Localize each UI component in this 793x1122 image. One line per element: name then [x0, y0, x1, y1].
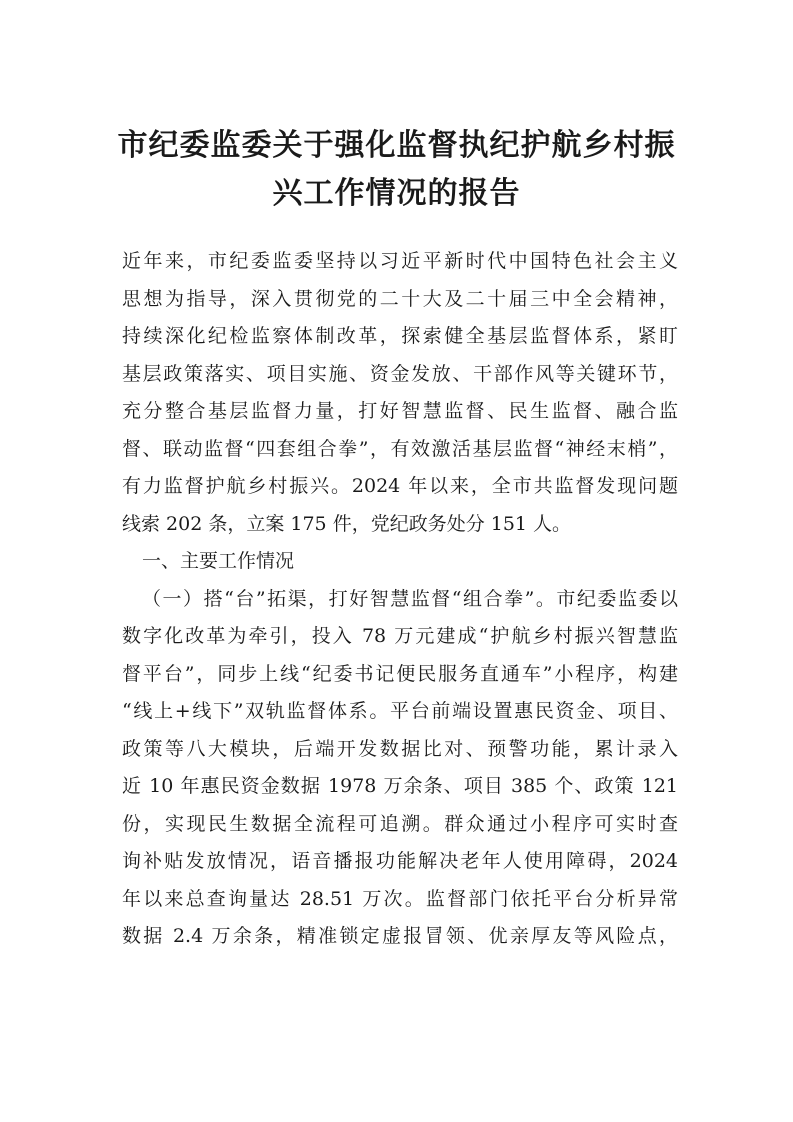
body-line: 有力监督护航乡村振兴。2024 年以来，全市共监督发现问题 — [122, 475, 678, 497]
body-line: 年以来总查询量达 28.51 万次。监督部门依托平台分析异常 — [122, 887, 678, 910]
body-line: 基层政策落实、项目实施、资金发放、干部作风等关键环节， — [122, 362, 678, 385]
body-line: 线索 202 条，立案 175 件，党纪政务处分 151 人。 — [122, 512, 572, 535]
body-line: 督、联动监督“四套组合拳”，有效激活基层监督“神经末梢”， — [122, 437, 678, 460]
body-line: 份，实现民生数据全流程可追溯。群众通过小程序可实时查 — [122, 812, 678, 835]
document-body — [122, 243, 678, 956]
body-line: 督平台”，同步上线“纪委书记便民服务直通车”小程序，构建 — [122, 662, 678, 685]
body-line: 充分整合基层监督力量，打好智慧监督、民生监督、融合监 — [122, 400, 678, 422]
section-heading: 一、主要工作情况 — [142, 550, 295, 572]
title-line-2: 兴工作情况的报告 — [272, 176, 521, 211]
body-line: “线上+线下”双轨监督体系。平台前端设置惠民资金、项目、 — [122, 700, 678, 722]
body-line: 政策等八大模块，后端开发数据比对、预警功能，累计录入 — [122, 737, 678, 760]
body-line: 数据 2.4 万余条，精准锁定虚报冒领、优亲厚友等风险点， — [122, 925, 678, 947]
body-line: 近年来，市纪委监委坚持以习近平新时代中国特色社会主义 — [122, 250, 678, 272]
title-line-1: 市纪委监委关于强化监督执纪护航乡村振 — [117, 128, 676, 163]
body-line: 询补贴发放情况，语音播报功能解决老年人使用障碍，2024 — [122, 850, 678, 872]
body-line: 持续深化纪检监察体制改革，探索健全基层监督体系，紧盯 — [122, 325, 678, 347]
body-line: 近 10 年惠民资金数据 1978 万余条、项目 385 个、政策 121 — [122, 775, 678, 797]
body-line: 数字化改革为牵引，投入 78 万元建成“护航乡村振兴智慧监 — [122, 625, 678, 647]
subsection-heading: （一）搭“台”拓渠，打好智慧监督“组合拳”。市纪委监委以 — [142, 587, 678, 610]
document-title — [110, 122, 683, 218]
body-line: 思想为指导，深入贯彻党的二十大及二十届三中全会精神， — [122, 287, 678, 310]
